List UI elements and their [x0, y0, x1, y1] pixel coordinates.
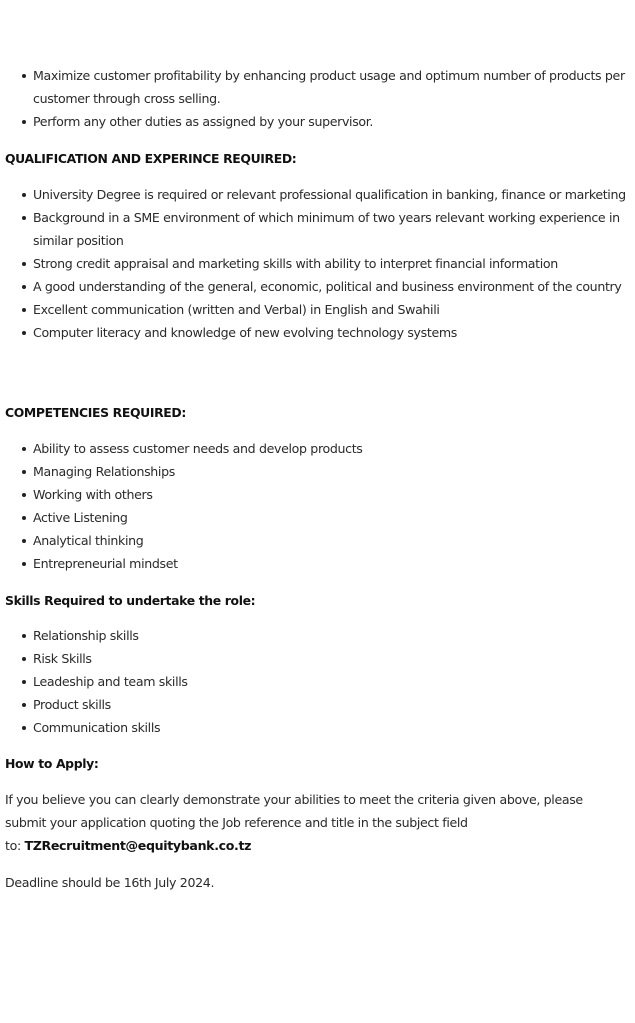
- apply-text: If you believe you can clearly demonstrate your abilities to meet the criteria given above, please submit your application quoting the Job reference and title in the subject field: [5, 792, 583, 830]
- how-to-apply-heading: How to Apply:: [5, 756, 99, 771]
- competencies-list: [5, 437, 363, 575]
- apply-to-label: to:: [5, 838, 25, 853]
- qualification-heading: QUALIFICATION AND EXPERINCE REQUIRED:: [5, 151, 297, 166]
- apply-instructions: [5, 788, 625, 857]
- list-item: Analytical thinking: [5, 529, 363, 552]
- list-item: Leadeship and team skills: [5, 670, 188, 693]
- list-item: Maximize customer profitability by enhancing product usage and optimum number of products per customer through cross selling.: [5, 64, 625, 110]
- deadline-text: Deadline should be 16th July 2024.: [5, 875, 215, 890]
- list-item: Excellent communication (written and Verbal) in English and Swahili: [5, 298, 627, 321]
- list-item: Entrepreneurial mindset: [5, 552, 363, 575]
- list-item: Strong credit appraisal and marketing skills with ability to interpret financial information: [5, 252, 627, 275]
- list-item: Product skills: [5, 693, 188, 716]
- list-item: Ability to assess customer needs and develop products: [5, 437, 363, 460]
- list-item: A good understanding of the general, economic, political and business environment of the country: [5, 275, 627, 298]
- skills-list: [5, 624, 188, 739]
- list-item: Background in a SME environment of which minimum of two years relevant working experience in similar position: [5, 206, 627, 252]
- list-item: Managing Relationships: [5, 460, 363, 483]
- recruitment-email-link[interactable]: TZRecruitment@equitybank.co.tz: [24, 838, 252, 853]
- list-item: Computer literacy and knowledge of new evolving technology systems: [5, 321, 627, 344]
- list-item: Active Listening: [5, 506, 363, 529]
- responsibilities-list: [5, 64, 625, 133]
- list-item: Communication skills: [5, 716, 188, 739]
- qualification-list: [5, 183, 627, 344]
- competencies-heading: COMPETENCIES REQUIRED:: [5, 405, 186, 420]
- list-item: Perform any other duties as assigned by your supervisor.: [5, 110, 625, 133]
- list-item: Relationship skills: [5, 624, 188, 647]
- list-item: Working with others: [5, 483, 363, 506]
- list-item: University Degree is required or relevant professional qualification in banking, finance or marketing: [5, 183, 627, 206]
- skills-heading: Skills Required to undertake the role:: [5, 593, 256, 608]
- list-item: Risk Skills: [5, 647, 188, 670]
